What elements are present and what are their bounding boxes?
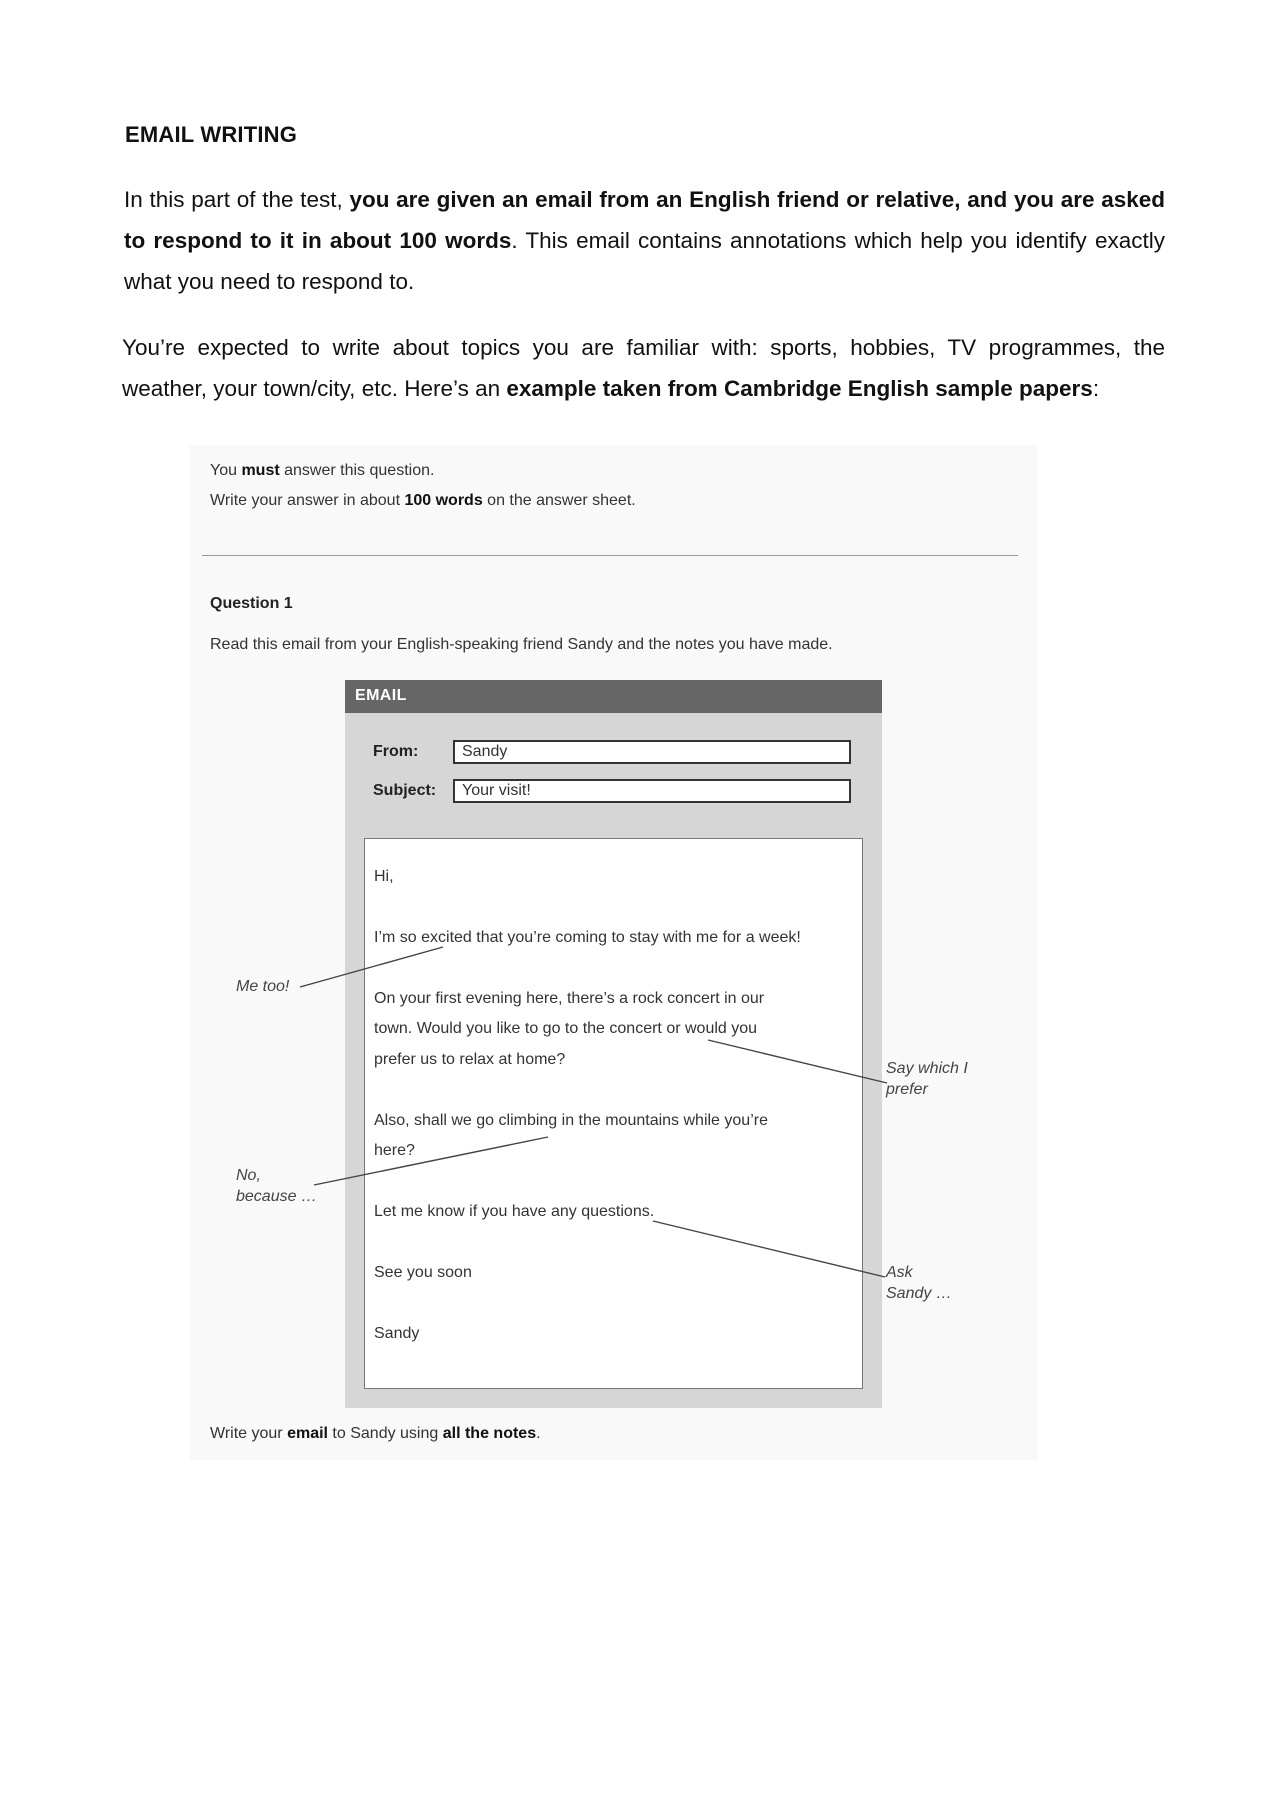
annotation-line-me-too — [300, 947, 443, 987]
instr2-b: 100 words — [404, 492, 483, 509]
footer-e: . — [536, 1425, 541, 1442]
email-greeting: Hi, — [374, 868, 394, 885]
from-field: Sandy — [453, 740, 851, 764]
note-ask-sandy-line-1: Ask — [886, 1264, 913, 1281]
annotation-line-no-because — [314, 1137, 548, 1185]
note-ask-sandy-line-2: Sandy … — [886, 1285, 952, 1302]
intro-paragraph — [124, 179, 1165, 302]
footer-d: all the notes — [442, 1425, 537, 1442]
instr2-a: Write your answer in about — [210, 492, 405, 509]
email-line: I’m so excited that you’re coming to stay with me for a week! — [374, 929, 801, 946]
footer-a: Write your — [210, 1425, 288, 1442]
intro-text-bold: you are given an email from an English friend or relative, and you are asked to respond to it in about 100 words — [124, 187, 1166, 253]
sample-exam-image — [190, 445, 1038, 1460]
footer-c: to Sandy using — [327, 1425, 443, 1442]
note-say-which-line-2: prefer — [886, 1081, 928, 1098]
question-text: Read this email from your English-speaking friend Sandy and the notes you have made. — [210, 636, 833, 653]
note-say-which-line-1: Say which I — [886, 1060, 968, 1077]
note-me-too: Me too! — [236, 978, 290, 995]
footer-b: email — [287, 1425, 328, 1442]
intro-text-a: In this part of the test, — [124, 187, 350, 212]
topics-paragraph — [122, 327, 1165, 409]
email-header-label: EMAIL — [355, 687, 407, 704]
email-line: Also, shall we go climbing in the mountains while you’re — [374, 1112, 768, 1129]
subject-label: Subject: — [373, 782, 437, 799]
instr1-a: You — [210, 462, 242, 479]
intro-text-c: . This email contains annotations which help you identify exactly what you need to respond to. — [124, 228, 1165, 294]
topics-text-a: You’re expected to write about topics you are familiar with: sports, hobbies, TV programmes, the weather, your town/city, etc. Here’s an — [122, 335, 1165, 401]
topics-text-c: : — [1092, 376, 1100, 401]
footer-instruction — [210, 1425, 541, 1443]
instr1-b: must — [241, 462, 280, 479]
email-line: town. Would you like to go to the concert or would you — [374, 1020, 758, 1037]
question-title: Question 1 — [210, 595, 293, 612]
page-title: EMAIL WRITING — [125, 122, 298, 147]
annotation-lines — [190, 445, 1038, 1460]
annotation-line-ask-sandy — [653, 1221, 885, 1277]
email-signoff: See you soon — [374, 1264, 472, 1281]
annotation-line-say-which — [708, 1040, 887, 1083]
email-signature: Sandy — [374, 1325, 420, 1342]
subject-field: Your visit! — [453, 779, 851, 803]
email-line: Let me know if you have any questions. — [374, 1203, 655, 1220]
note-no-because-line-1: No, — [236, 1167, 261, 1184]
email-line: here? — [374, 1142, 415, 1159]
note-no-because-line-2: because … — [236, 1188, 317, 1205]
from-label: From: — [373, 743, 419, 760]
topics-text-bold: example taken from Cambridge English sample papers — [506, 376, 1093, 401]
email-line: On your first evening here, there’s a rock concert in our — [374, 990, 765, 1007]
instr2-c: on the answer sheet. — [482, 492, 636, 509]
email-line: prefer us to relax at home? — [374, 1051, 566, 1068]
instr1-c: answer this question. — [279, 462, 435, 479]
